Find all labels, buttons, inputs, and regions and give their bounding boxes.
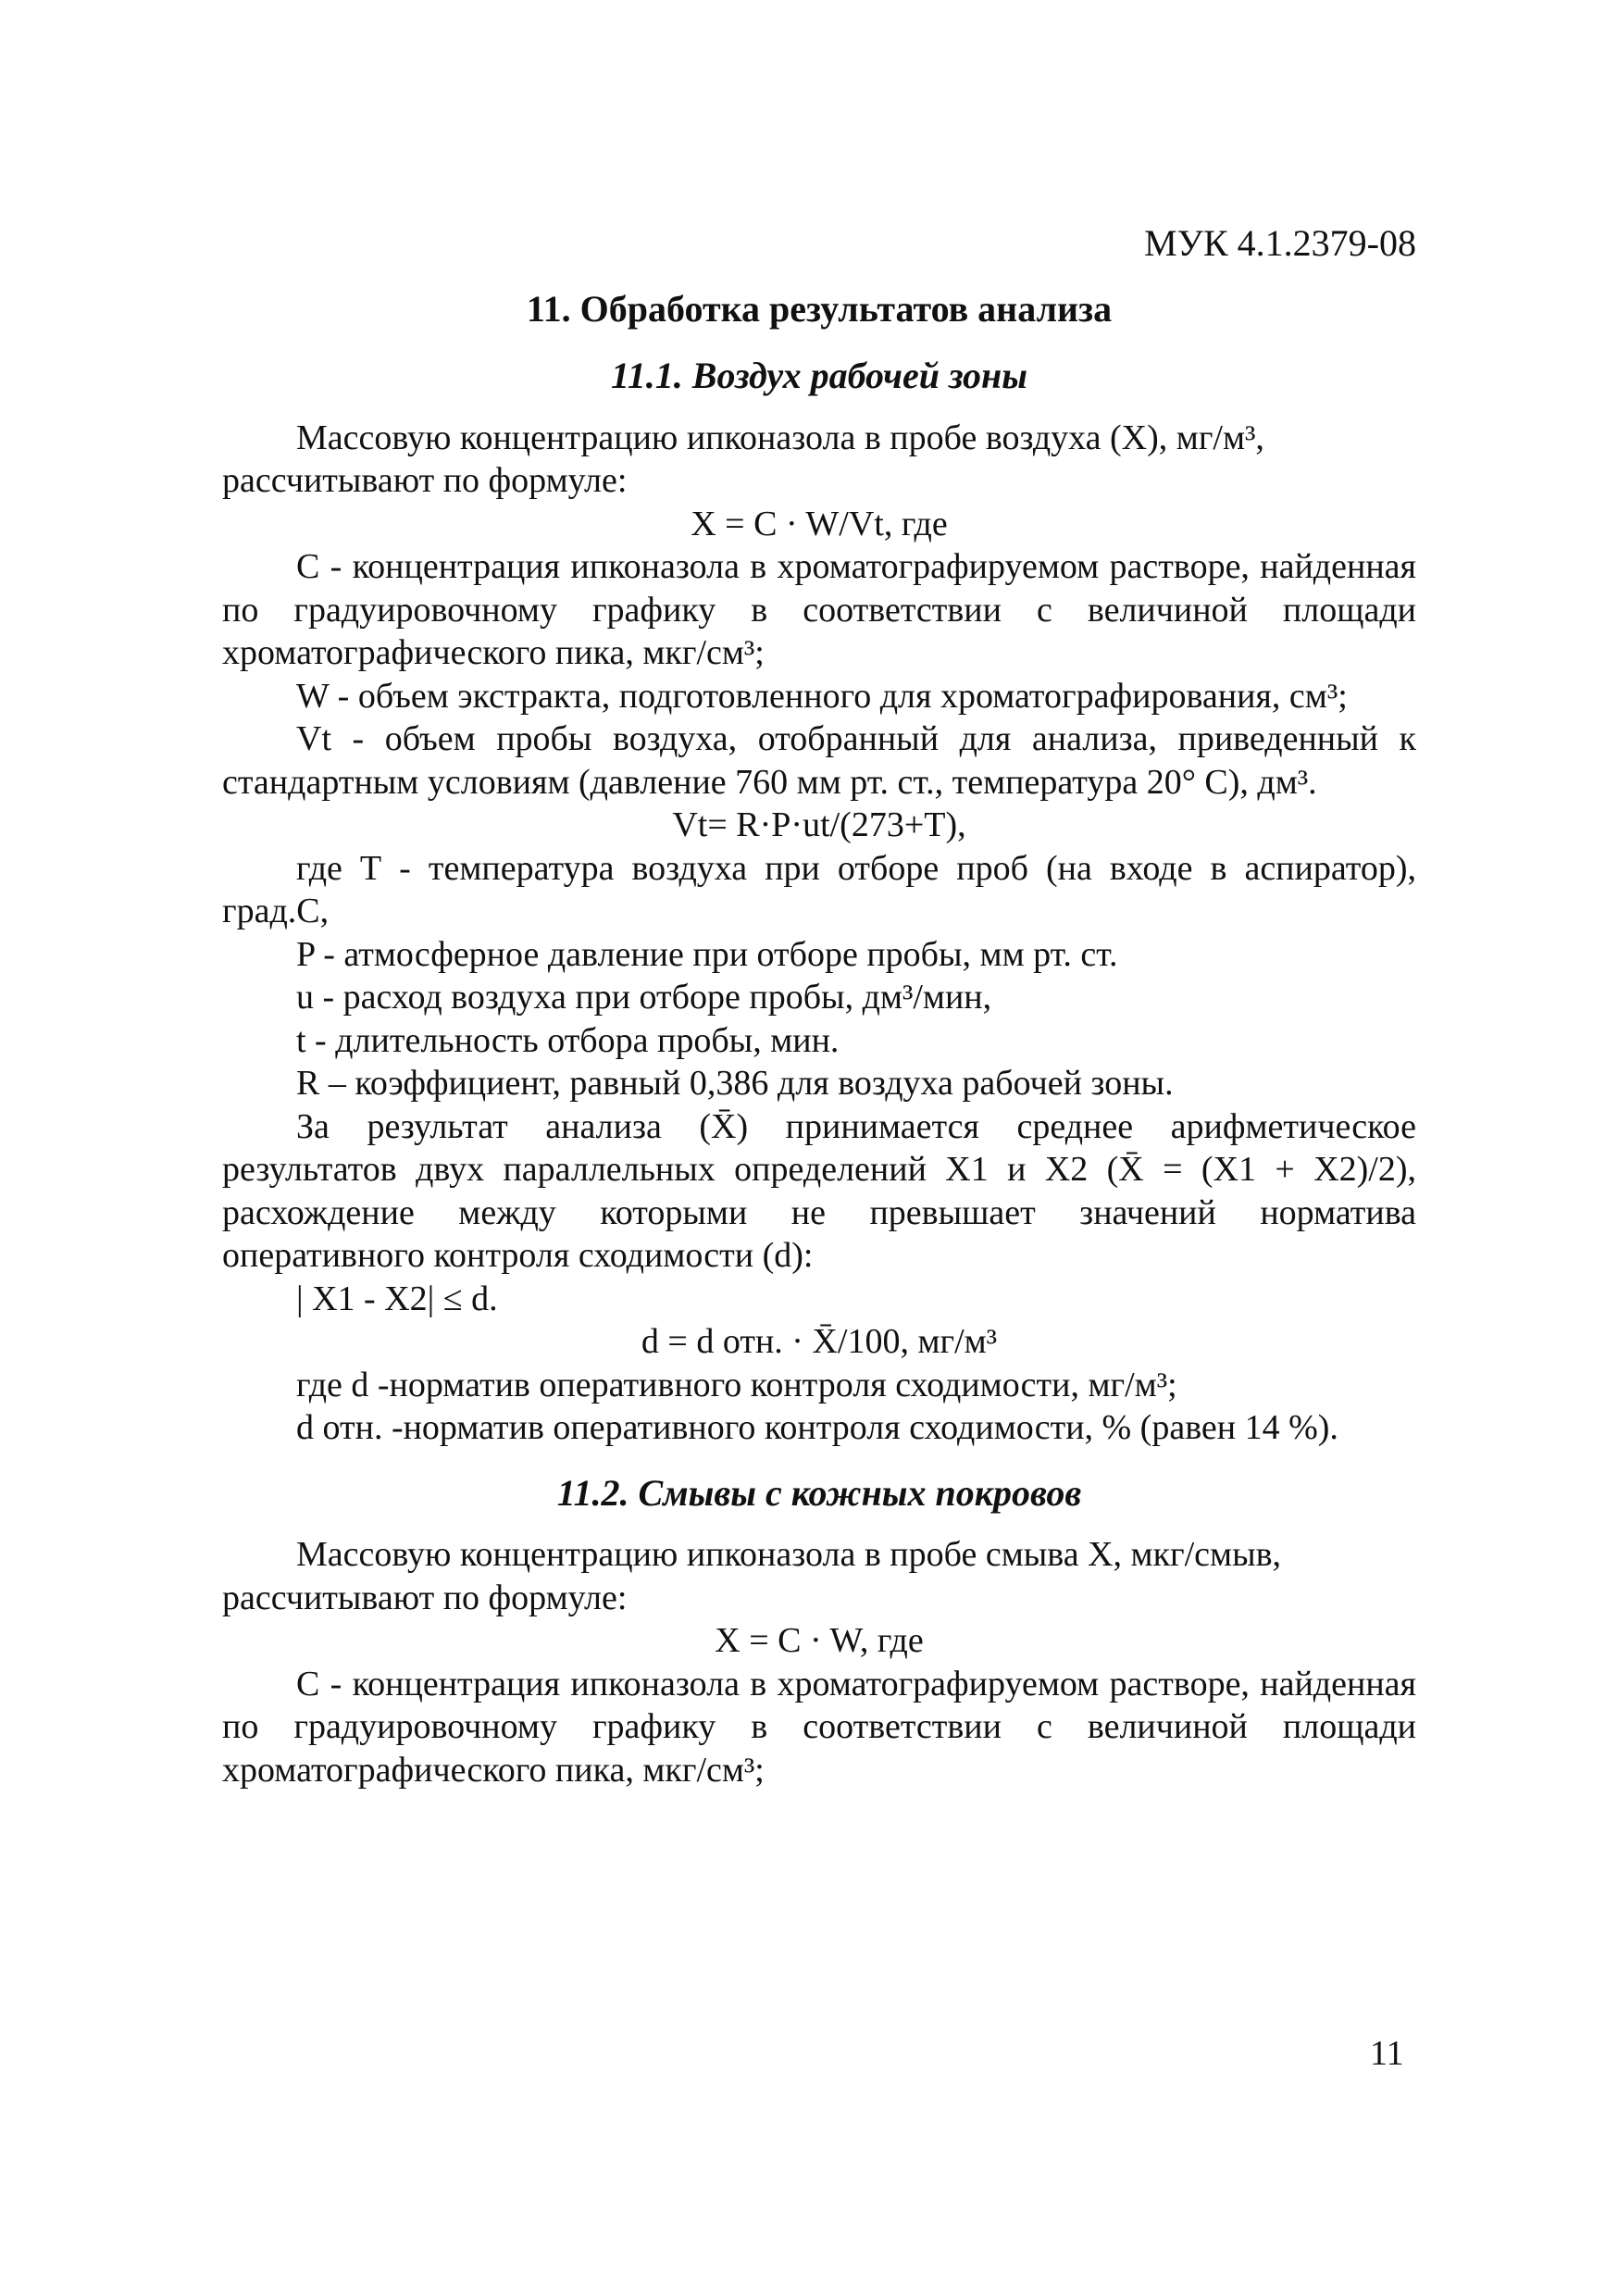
air-def-t: где Т - температура воздуха при отборе проб (на входе в аспиратор), град.С,: [222, 848, 1416, 930]
air-def-r: R – коэффициент, равный 0,386 для воздуха рабочей зоны.: [296, 1064, 1174, 1103]
page-content: [222, 222, 1416, 1791]
skin-def-c: C - концентрация ипконазола в хроматографируемом растворе, найденная по градуировочному графику в соответствии с величиной площади хроматографического пика, мкг/см³;: [222, 1664, 1416, 1790]
skin-intro-line-1: Массовую концентрацию ипконазола в пробе смыва X, мкг/смыв,: [296, 1535, 1282, 1574]
air-def-vt: Vt - объем пробы воздуха, отобранный для анализа, приведенный к стандартным условиям (давление 760 мм рт. ст., температура 20° С), дм³.: [222, 719, 1416, 802]
skin-intro-line-2: рассчитывают по формуле:: [222, 1578, 628, 1617]
air-formula-x: X = C · W/Vt, где: [691, 504, 948, 543]
air-result-text: За результат анализа (X̄) принимается среднее арифметическое результатов двух параллельных определений X1 и X2 (X̄ = (X1 + X2)/2), расхождение между которыми не превышает значений норматива оперативного контроля сходимости (d):: [222, 1106, 1416, 1275]
air-intro-line-2: рассчитывают по формуле:: [222, 461, 628, 500]
air-def-c: C - концентрация ипконазола в хроматографируемом растворе, найденная по градуировочному графику в соответствии с величиной площади хроматографического пика, мкг/см³;: [222, 547, 1416, 672]
subsection-title-air: 11.1. Воздух рабочей зоны: [611, 355, 1027, 396]
air-formula-d: d = d отн. · X̄/100, мг/м³: [641, 1322, 998, 1361]
air-formula-vt: Vt= R·P·ut/(273+T),: [672, 805, 966, 844]
air-def-p: P - атмосферное давление при отборе пробы, мм рт. ст.: [296, 934, 1118, 974]
page-number: 11: [1370, 2034, 1404, 2073]
air-def-u: u - расход воздуха при отборе пробы, дм³/мин,: [296, 978, 992, 1017]
section-spacer: [222, 1450, 1416, 1472]
air-def-d: где d -норматив оперативного контроля сходимости, мг/м³;: [296, 1365, 1177, 1404]
document-code: МУК 4.1.2379-08: [1144, 222, 1416, 264]
air-inequality: | X1 - X2| ≤ d.: [296, 1279, 498, 1318]
section-title: 11. Обработка результатов анализа: [526, 287, 1113, 330]
air-def-dotn: d отн. -норматив оперативного контроля сходимости, % (равен 14 %).: [296, 1408, 1338, 1447]
air-def-time: t - длительность отбора пробы, мин.: [296, 1020, 840, 1060]
air-def-w: W - объем экстракта, подготовленного для хроматографирования, см³;: [296, 676, 1348, 716]
skin-formula-x: X = C · W, где: [715, 1621, 924, 1660]
air-intro-line-1: Массовую концентрацию ипконазола в пробе воздуха (X), мг/м³,: [296, 418, 1264, 457]
subsection-title-skin: 11.2. Смывы с кожных покровов: [556, 1471, 1082, 1514]
